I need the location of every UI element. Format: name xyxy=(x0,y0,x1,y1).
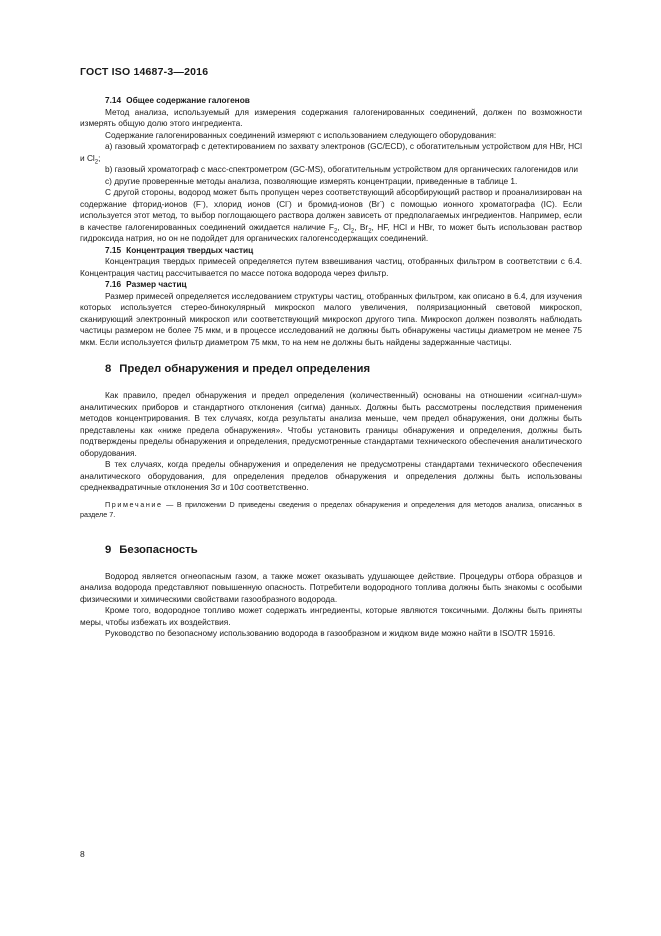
note xyxy=(80,500,582,521)
section-title: Размер частиц xyxy=(126,279,187,289)
section-7-15-heading xyxy=(80,245,582,257)
paragraph: Кроме того, водородное топливо может содержать ингредиенты, которые являются токсичными. Должны быть приняты меры, чтобы избежать их воздействия. xyxy=(80,605,582,627)
paragraph: Водород является огнеопасным газом, а также может оказывать удушающее действие. Процедуры отбора образцов и анализа водорода представляют повышенную опасность. Потребители водородного топлива должны быть знакомы с особыми физическими и химическими свойствами газообразного водорода. xyxy=(80,570,582,604)
paragraph: С другой стороны, водород может быть пропущен через соответствующий абсорбирующий раствор и проанализирован на содержание фторид-ионов (F-), хлорид ионов (Cl-) и бромид-ионов (Br-) с помощью ионного хроматографа (IC). Если используется этот метод, то выбор поглощающего раствора должен зависеть от предполагаемых ингредиентов. Например, если в качестве галогенированных соединений ожидается наличие $F_2$, $Cl_2$, $Br_2$, HF, HCl и HBr, то может быть использован раствор гидроксида натрия, но он не подойдет для органических галогенсодержащих соединений. xyxy=(80,187,582,243)
document-header: ГОСТ ISO 14687-3—2016 xyxy=(80,66,209,78)
section-number: 7.15 xyxy=(105,244,122,255)
section-title: Предел обнаружения и предел определения xyxy=(119,363,371,375)
section-number: 9 xyxy=(105,543,112,556)
note-label: Примечание xyxy=(105,499,163,509)
paragraph: Содержание галогенированных соединений измеряют с использованием следующего оборудования: xyxy=(105,129,497,140)
paragraph: Размер примесей определяется исследованием структуры частиц, отобранных фильтром, как описано в 6.4, для изучения которых используется стерео-бинокулярный микроскоп малого увеличения, поляризационный световой микроскоп, сканирующий электронный микроскоп или соответствующий микроскоп другого типа. Микроскоп должен позволять наблюдать частицы размером не более 75 мкм, и в процессе исследований не должны быть обнаружены частицы диаметром не менее 75 мкм. Если используется фильтр диаметром 75 мкм, то на нем не должны быть найдены задержанные частицы. xyxy=(80,290,582,347)
paragraph: Как правило, предел обнаружения и предел определения (количественный) основаны на отношении «сигнал-шум» аналитических приборов и стандартного отклонения (сигма) данных. Должны быть рассмотрены последствия применения методов концентрирования. В тех случаях, когда результаты анализа меньше, чем предел обнаружения, они должны быть представлены как «ниже предела обнаружения». Чтобы установить границы обнаружения и определения, должны быть подтверждены пределы обнаружения и определения, предусмотренные стандартами технического обеспечения аналитического оборудования. xyxy=(80,390,582,458)
list-item-a: a) газовый хроматограф с детектированием по захвату электронов (GC/ECD), с обогатительным устройством для HBr, HCl и $Cl_2$; xyxy=(80,141,582,166)
section-9-heading xyxy=(80,543,582,557)
section-title: Безопасность xyxy=(119,543,198,556)
note-text: — В приложении D приведены сведения о пределах обнаружения и определения для методов анализа, описанных в разделе 7. xyxy=(80,499,582,519)
section-8-heading xyxy=(80,362,582,376)
section-title: Общее содержание галогенов xyxy=(126,95,250,105)
list-item-b: b) газовый хроматограф с масс-спектрометром (GC-MS), обогатительным устройством для органических галогенидов или xyxy=(105,164,578,174)
paragraph: Метод анализа, используемый для измерения содержания галогенированных соединений, должен по возможности измерять общую долю этого ингредиента. xyxy=(80,106,582,128)
section-number: 8 xyxy=(105,363,112,375)
section-7-14-heading xyxy=(80,95,582,107)
section-number: 7.16 xyxy=(105,279,122,289)
section-number: 7.14 xyxy=(105,95,122,105)
paragraph: Руководство по безопасному использованию водорода в газообразном и жидком виде можно найти в ISO/TR 15916. xyxy=(105,628,556,638)
section-title: Концентрация твердых частиц xyxy=(126,244,254,255)
paragraph: Концентрация твердых примесей определяется путем взвешивания частиц, отобранных фильтром в соответствии с 6.4. Концентрация частиц рассчитывается по массе потока водорода через фильтр. xyxy=(80,256,582,278)
document-body xyxy=(80,95,582,640)
page-number: 8 xyxy=(80,849,85,859)
list-item-c: c) другие проверенные методы анализа, позволяющие измерять концентрации, приведенные в таблице 1. xyxy=(105,175,518,186)
paragraph: В тех случаях, когда пределы обнаружения и определения не предусмотрены стандартами технического обеспечения аналитического оборудования, для определения пределов обнаружения и определения должны быть использованы среднеквадратичные отклонения 3σ и 10σ соответственно. xyxy=(80,459,582,492)
section-7-16-heading xyxy=(80,279,582,291)
